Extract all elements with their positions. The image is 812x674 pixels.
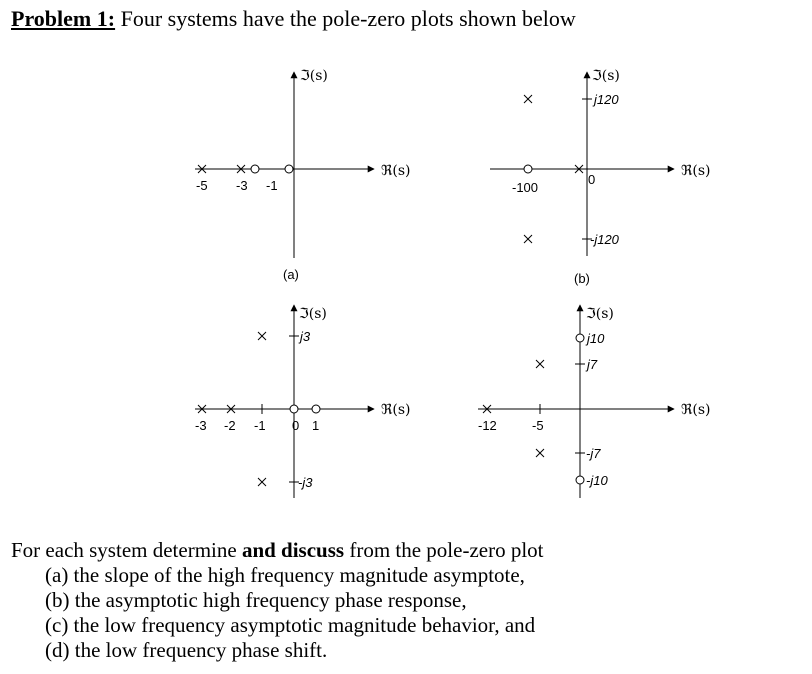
problem-label: Problem 1:: [11, 6, 116, 31]
plot-b-zero: [524, 165, 532, 173]
plot-c-tick: -2: [224, 418, 236, 433]
plot-d-tick: -j10: [586, 473, 608, 488]
question-item-a: (a) the slope of the high frequency magnitude asymptote,: [45, 563, 525, 587]
plot-d-tick: -12: [478, 418, 497, 433]
plot-a-tick: -5: [196, 178, 208, 193]
question-intro-bold: and discuss: [241, 538, 345, 562]
plot-b-imag-label: ℑ(s): [592, 68, 620, 84]
plot-d-tick: j10: [587, 331, 605, 346]
plot-c-real-label: ℜ(s): [381, 402, 411, 418]
plot-c-pole: [258, 332, 266, 340]
question-item-d: (d) the low frequency phase shift.: [45, 638, 328, 662]
plot-c-tick: -3: [195, 418, 207, 433]
plot-d-zero: [576, 476, 584, 484]
plot-d-tick: -5: [532, 418, 544, 433]
plot-a: [195, 68, 411, 282]
plot-c-tick: 1: [312, 418, 320, 433]
plot-d-real-label: ℜ(s): [681, 402, 711, 418]
question-intro-post: from the pole-zero plot: [344, 538, 544, 562]
plot-b-tick: 0: [588, 172, 596, 187]
plot-d-imag-label: ℑ(s): [586, 306, 614, 322]
question-item-c: (c) the low frequency asymptotic magnitude behavior, and: [45, 613, 536, 637]
plot-a-zero: [251, 165, 259, 173]
plot-c-tick: -j3: [298, 475, 313, 490]
question-block: [11, 538, 544, 663]
plot-c-pole: [258, 478, 266, 486]
question-intro-pre: For each system determine: [11, 538, 242, 562]
plot-b-tick: j120: [594, 92, 619, 107]
plot-b-pole: [524, 95, 532, 103]
plot-b-tick: -j120: [590, 232, 619, 247]
plot-d-tick: -j7: [586, 446, 601, 461]
plot-b-tick: -100: [512, 180, 539, 195]
plot-d-zero: [576, 334, 584, 342]
plot-b-caption: (b): [574, 271, 590, 286]
plot-b: [490, 68, 711, 286]
plot-b-real-label: ℜ(s): [681, 163, 711, 179]
plot-a-real-label: ℜ(s): [381, 163, 411, 179]
plot-c-tick: 0: [292, 418, 300, 433]
question-intro: [11, 538, 544, 563]
problem-statement: Four systems have the pole-zero plots shown below: [115, 6, 576, 31]
plot-a-tick: -3: [236, 178, 248, 193]
plot-c-tick: j3: [300, 329, 311, 344]
plot-a-tick: -1: [266, 178, 278, 193]
plot-d: [478, 305, 711, 498]
plot-a-zero: [285, 165, 293, 173]
plot-a-caption: (a): [283, 267, 299, 282]
plot-c-imag-label: ℑ(s): [299, 306, 327, 322]
plot-d-pole: [536, 360, 544, 368]
plot-c: [195, 305, 411, 498]
plot-b-pole: [524, 235, 532, 243]
plot-c-zero: [312, 405, 320, 413]
plot-c-zero: [290, 405, 298, 413]
plot-c-tick: -1: [254, 418, 266, 433]
plot-a-imag-label: ℑ(s): [300, 68, 328, 84]
question-item-b: (b) the asymptotic high frequency phase response,: [45, 588, 467, 612]
plot-d-pole: [536, 449, 544, 457]
plot-d-tick: j7: [587, 357, 598, 372]
